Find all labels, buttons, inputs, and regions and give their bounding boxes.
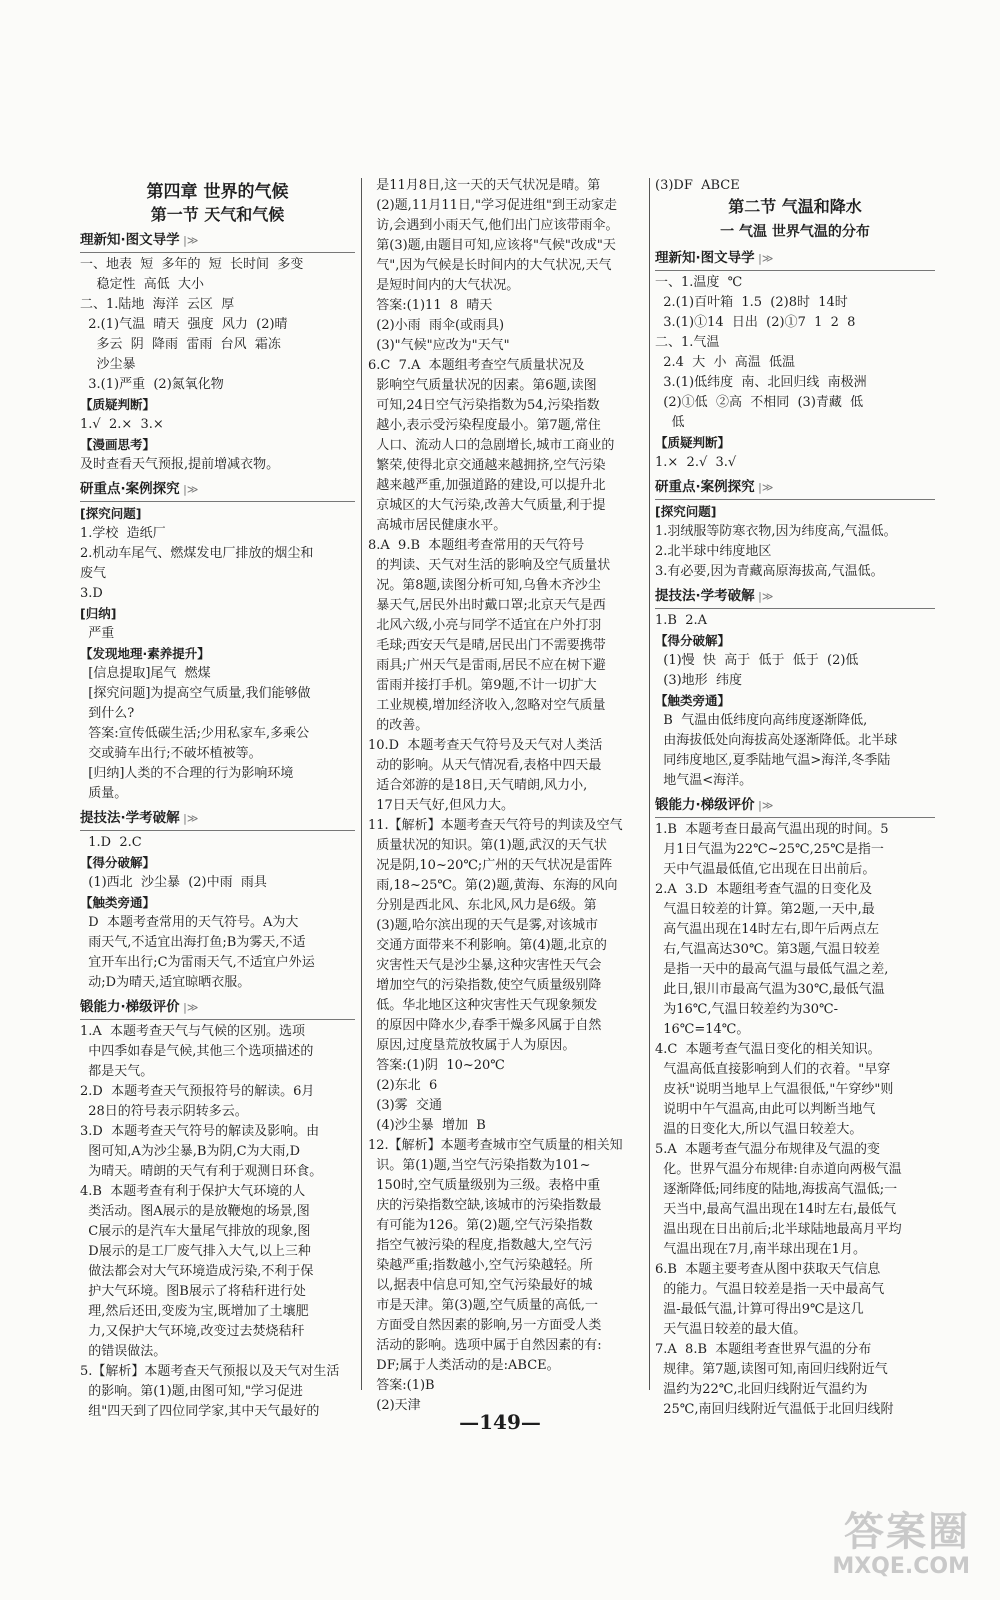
- text-block: 3.有必要,因为青藏高原海拔高,气温低。: [655, 564, 884, 579]
- subheading: 【触类旁通】: [80, 895, 156, 910]
- text-block: 2.(1)百叶箱 1.5 (2)8时 14时: [655, 295, 848, 310]
- text-block: 4.B 本题考查有利于保护大气环境的人 类活动。图A展示的是放鞭炮的场景,图 C展示的是汽车大量尾气排放的现象,图 D展示的是工厂废气排入大气,以上三种 做法都会对大气环境造成污染,不利于保 护大气环境。图B展示了将秸秆进行处 理,然后还田,变废为宝,既增加了土壤肥 力,又保护大气环境,改变过去焚烧秸秆 的错误做法。: [80, 1184, 314, 1359]
- subheading: 【触类旁通】: [655, 693, 731, 708]
- text-block: 2.(1)气温 晴天 强度 风力 (2)晴 多云 阴 降雨 雷雨 台风 霜冻 沙尘暴: [88, 317, 288, 372]
- text-block: (1)西北 沙尘暴 (2)中雨 雨具: [80, 875, 267, 890]
- text-block: 严重: [80, 626, 115, 641]
- text-block: 1.学校 造纸厂: [80, 526, 166, 541]
- text-block: 答案:宣传低碳生活;少用私家车,多乘公 交或骑车出行;不破坏植被等。: [88, 726, 310, 761]
- subheading: [探究问题]: [655, 504, 717, 519]
- section-heading: 理新知·图文导学 |≫: [655, 248, 935, 271]
- text-block: 3.D 本题考查天气符号的解读及影响。由 图可知,A为沙尘暴,B为阴,C为大雨,D 为晴天。晴朗的天气有利于观测日环食。: [80, 1124, 323, 1179]
- section-heading: 提技法·学考破解 |≫: [80, 808, 355, 831]
- section-title: 第一节 天气和气候: [150, 205, 285, 224]
- text-block: 二、1.气温: [655, 335, 720, 350]
- text-block: 3.(1)①14 日出 (2)①7 1 2 8: [655, 315, 856, 330]
- text-block: 8.A 9.B 本题组考查常用的天气符号 的判读、天气对生活的影响及空气质量状 况。第8题,读图分析可知,乌鲁木齐沙尘 暴天气,居民外出时戴口罩;北京天气是西 北风六级,小亮与同学不适宜在户外打羽 毛球;西安天气是晴,居民出门不需要携带 雨具;广州天气是雷雨,居民不应在树下避 雷雨并接打手机。第9题,不计一切扩大 工业规模,增加经济收入,忽略对空气质量 的改善。: [368, 538, 611, 733]
- text-block: 2.机动车尾气、燃煤发电厂排放的烟尘和 废气: [80, 546, 314, 581]
- section-heading: 研重点·案例探究 |≫: [80, 479, 355, 502]
- column-divider-1: [361, 178, 362, 1390]
- text-block: (2)小雨 雨伞(或雨具): [368, 318, 505, 333]
- text-block: D 本题考查常用的天气符号。A为大 雨天气,不适宜出海打鱼;B为雾天,不适 宜开车出行;C为雷雨天气,不适宜户外运 动;D为晴天,适宜晾晒衣服。: [88, 915, 315, 990]
- text-block: 1.D 2.C: [80, 835, 142, 850]
- text-block: (2)天津: [368, 1398, 421, 1413]
- watermark-logo: [770, 1510, 970, 1580]
- text-block: 1.A 本题考查天气与气候的区别。选项 中四季如春是气候,其他三个选项描述的 都是天气。: [80, 1024, 314, 1079]
- column-middle-content: [368, 176, 643, 1416]
- subheading: 【质疑判断】: [80, 397, 156, 412]
- column-divider-2: [649, 178, 650, 1390]
- column-right: [655, 176, 935, 1420]
- text-block: [归纳]人类的不合理的行为影响环境 质量。: [88, 766, 294, 801]
- text-block: 1.羽绒服等防寒衣物,因为纬度高,气温低。: [655, 524, 897, 539]
- section-heading: 锻能力·梯级评价 |≫: [655, 795, 935, 818]
- subheading: 【得分破解】: [80, 855, 156, 870]
- text-block: 7.A 8.B 本题组考查世界气温的分布 规律。第7题,读图可知,南回归线附近气 温约为22℃,北回归线附近气温约为 25℃,南回归线附近气温低于北回归线附: [655, 1342, 894, 1417]
- text-block: 2.4 大 小 高温 低温: [655, 355, 795, 370]
- text-block: 1.√ 2.× 3.×: [80, 417, 164, 432]
- chapter-title: 第四章 世界的气候: [146, 182, 289, 202]
- text-block: 2.A 3.D 本题组考查气温的日变化及 气温日较差的计算。第2题,一天中,最 高气温出现在14时左右,即午后两点左 右,气温高达30℃。第3题,气温日较差 是指一天中的最高气温与最低气温之差, 此日,银川市最高气温为30℃,最低气温 为16℃,气温日较差约为30℃- 16℃=14℃。: [655, 882, 889, 1037]
- text-block: [信息提取]尾气 燃煤: [80, 666, 211, 681]
- subheading: [归纳]: [80, 606, 117, 621]
- column-left: [80, 180, 355, 1422]
- text-block: 4.C 本题考查气温日变化的相关知识。 气温高低直接影响到人们的衣着。"早穿 皮袄"说明当地早上气温很低,"午穿纱"则 说明中午气温高,由此可以判断当地气 温的日变化大,所以气温日较差大。: [655, 1042, 894, 1137]
- subheading: 【发现地理·素养提升】: [80, 646, 210, 661]
- text-block: 6.C 7.A 本题组考查空气质量状况及 影响空气质量状况的因素。第6题,读图 可知,24日空气污染指数为54,污染指数 越小,表示受污染程度最小。第7题,常住 人口、流动人口的急剧增长,城市工商业的 繁荣,使得北京交通越来越拥挤,空气污染 越来越严重,加强道路的建设,可以提升北 京城区的大气污染,改善大气质量,利于提 高城市居民健康水平。: [368, 358, 615, 533]
- section-heading: 锻能力·梯级评价 |≫: [80, 997, 355, 1020]
- column-left-content: [80, 230, 355, 1422]
- text-block: B 气温由低纬度向高纬度逐渐降低, 由海拔低处向海拔高处逐渐降低。北半球 同纬度地区,夏季陆地气温>海洋,冬季陆 地气温<海洋。: [663, 713, 898, 788]
- column-right-content: [655, 248, 935, 1420]
- text-block: (1)慢 快 高于 低于 低于 (2)低 (3)地形 纬度: [663, 653, 859, 688]
- section-heading: 理新知·图文导学 |≫: [80, 230, 355, 253]
- text-block: 3.(1)严重 (2)氮氧化物: [80, 377, 224, 392]
- text-block: 1.× 2.√ 3.√: [655, 455, 737, 470]
- text-block: 5.A 本题考查气温分布规律及气温的变 化。世界气温分布规律:自赤道向两极气温 逐渐降低;同纬度的陆地,海拔高气温低;一 天当中,最高气温出现在14时左右,最低气 温出现在日出前后;北半球陆地最高月平均 气温出现在7月,南半球出现在1月。: [655, 1142, 902, 1257]
- section-heading: 研重点·案例探究 |≫: [655, 477, 935, 500]
- column-middle: [368, 176, 643, 1416]
- text-block: 一、1.温度 ℃: [655, 275, 743, 290]
- text-block: 是11月8日,这一天的天气状况是晴。第 (2)题,11月11日,"学习促进组"到王动家走 访,会遇到小雨天气,他们出门应该带雨伞。 第(3)题,由题目可知,应该将"气候"改成"天 气",因为气候是长时间内的大气状况,天气 是短时间内的大气状况。: [376, 178, 619, 293]
- text-block: 答案:(1)11 8 晴天: [368, 298, 493, 313]
- text-block: 答案:(1)阴 10~20℃: [368, 1058, 505, 1073]
- answer-continuation: (3)DF ABCE: [655, 178, 740, 193]
- subheading: 【漫画思考】: [80, 437, 156, 452]
- text-block: (4)沙尘暴 增加 B: [368, 1118, 486, 1133]
- text-block: 二、1.陆地 海洋 云区 厚: [80, 297, 235, 312]
- text-block: 1.B 本题考查日最高气温出现的时间。5 月1日气温为22℃~25℃,25℃是指一 天中气温最低值,它出现在日出前后。: [655, 822, 889, 877]
- text-block: 11.【解析】本题考查天气符号的判读及空气 质量状况的知识。第(1)题,武汉的天气状 况是阴,10~20℃;广州的天气状况是雷阵 雨,18~25℃。第(2)题,黄海、东海的风向 分别是西北风、东北风,风力是6级。第 (3)题,哈尔滨出现的天气是雾,对该城市 交通方面带来不利影响。第(4)题,北京的 灾害性天气是沙尘暴,这种灾害性天气会 增加空气的污染指数,使空气质量级别降 低。华北地区这种灾害性天气现象频发 的原因中降水少,春季干燥多风属于自然 原因,过度垦荒放牧属于人为原因。: [368, 818, 623, 1053]
- text-block: 及时查看天气预报,提前增减衣物。: [80, 457, 280, 472]
- text-block: 2.D 本题考查天气预报符号的解读。6月 28日的符号表示阴转多云。: [80, 1084, 315, 1119]
- text-block: 1.B 2.A: [655, 613, 708, 628]
- text-block: 5.【解析】本题考查天气预报以及天气对生活 的影响。第(1)题,由图可知,"学习促进 组"四天到了四位同学家,其中天气最好的: [80, 1364, 340, 1419]
- section-heading: 提技法·学考破解 |≫: [655, 586, 935, 609]
- text-block: 答案:(1)B: [368, 1378, 435, 1393]
- text-block: 3.D: [80, 586, 103, 601]
- subheading: 【得分破解】: [655, 633, 731, 648]
- subheading: 【质疑判断】: [655, 435, 731, 450]
- subheading: [探究问题]: [80, 506, 142, 521]
- subsection-title: 一 气温 世界气温的分布: [720, 224, 870, 240]
- text-block: 2.北半球中纬度地区: [655, 544, 772, 559]
- text-block: 一、地表 短 多年的 短 长时间 多变 稳定性 高低 大小: [80, 257, 304, 292]
- text-block: (3)雾 交通: [368, 1098, 442, 1113]
- text-block: 12.【解析】本题考查城市空气质量的相关知 识。第(1)题,当空气污染指数为101~ 150时,空气质量级别为三级。表格中重 庆的污染指数空缺,该城市的污染指数最 有可能为126。第(2)题,空气污染指数 指空气被污染的程度,指数越大,空气污 染越严重;指数越小,空气污染越轻。所 以,据表中信息可知,空气污染最好的城 市是天津。第(3)题,空气质量的高低,一 方面受自然因素的影响,另一方面受人类 活动的影响。选项中属于自然因素的有: DF;属于人类活动的是:ABCE。: [368, 1138, 623, 1373]
- text-block: 6.B 本题主要考查从图中获取天气信息 的能力。气温日较差是指一天中最高气 温-最低气温,计算可得出9℃是这几 天气温日较差的最大值。: [655, 1262, 885, 1337]
- text-block: 3.(1)低纬度 南、北回归线 南极洲 (2)①低 ②高 不相同 (3)青藏 低 低: [663, 375, 867, 430]
- section-title-2: 第二节 气温和降水: [728, 197, 862, 216]
- watermark-line1: 答案圈: [844, 1509, 970, 1555]
- text-block: [探究问题]为提高空气质量,我们能够做 到什么?: [88, 686, 311, 721]
- text-block: (3)"气候"应改为"天气": [368, 338, 510, 353]
- text-block: 10.D 本题考查天气符号及天气对人类活 动的影响。从天气情况看,表格中四天最 适合郊游的是18日,天气晴朗,风力小, 17日天气好,但风力大。: [368, 738, 603, 813]
- text-block: (2)东北 6: [368, 1078, 438, 1093]
- page-number: —149—: [459, 1410, 541, 1434]
- watermark-line2: MXQE.COM: [832, 1554, 970, 1579]
